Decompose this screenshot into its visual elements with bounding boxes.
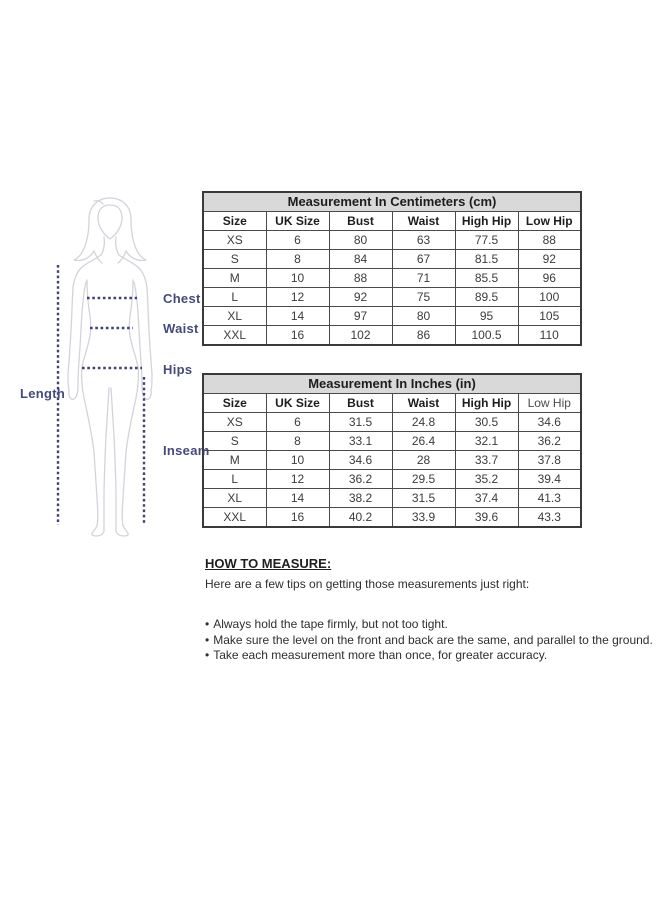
cell: 33.9 (392, 508, 455, 528)
cell: 26.4 (392, 432, 455, 451)
cell: 39.4 (518, 470, 581, 489)
cell: 30.5 (455, 413, 518, 432)
tip-text: Take each measurement more than once, for greater accuracy. (213, 648, 548, 662)
cm-col-low-hip: Low Hip (518, 212, 581, 231)
cell: 32.1 (455, 432, 518, 451)
cell: 100 (518, 288, 581, 307)
cell: 31.5 (392, 489, 455, 508)
cell: XXL (203, 326, 266, 346)
cell: 34.6 (518, 413, 581, 432)
cell: 110 (518, 326, 581, 346)
in-col-bust: Bust (329, 394, 392, 413)
cell: 29.5 (392, 470, 455, 489)
cm-row-m (203, 269, 581, 288)
cell: 36.2 (518, 432, 581, 451)
cell: 67 (392, 250, 455, 269)
cell: 24.8 (392, 413, 455, 432)
cell: M (203, 269, 266, 288)
size-table-inches (202, 373, 582, 528)
cm-col-size: Size (203, 212, 266, 231)
hips-label: Hips (163, 362, 193, 377)
cell: 96 (518, 269, 581, 288)
cell: S (203, 432, 266, 451)
cm-header-row (203, 212, 581, 231)
cell: 88 (329, 269, 392, 288)
cell: 80 (329, 231, 392, 250)
cell: 40.2 (329, 508, 392, 528)
cell: 85.5 (455, 269, 518, 288)
cell: 89.5 (455, 288, 518, 307)
cell: 16 (266, 508, 329, 528)
cm-row-xxl (203, 326, 581, 346)
in-row-xl (203, 489, 581, 508)
cell: 37.4 (455, 489, 518, 508)
cell: XS (203, 231, 266, 250)
cell: 34.6 (329, 451, 392, 470)
cell: 75 (392, 288, 455, 307)
cell: 92 (329, 288, 392, 307)
how-to-measure-tips (205, 617, 657, 664)
cell: L (203, 470, 266, 489)
cell: 71 (392, 269, 455, 288)
cm-col-uk-size: UK Size (266, 212, 329, 231)
how-to-measure-section (205, 556, 657, 664)
cell: 10 (266, 269, 329, 288)
cell: 36.2 (329, 470, 392, 489)
cell: 31.5 (329, 413, 392, 432)
in-col-high-hip: High Hip (455, 394, 518, 413)
cm-title-row (203, 192, 581, 212)
cell: 38.2 (329, 489, 392, 508)
in-row-l (203, 470, 581, 489)
cm-row-s (203, 250, 581, 269)
cm-table-title: Measurement In Centimeters (cm) (203, 192, 581, 212)
cell: 97 (329, 307, 392, 326)
in-row-s (203, 432, 581, 451)
cell: S (203, 250, 266, 269)
cell: 92 (518, 250, 581, 269)
cell: 6 (266, 231, 329, 250)
cell: 8 (266, 432, 329, 451)
waist-label: Waist (163, 321, 199, 336)
cell: 84 (329, 250, 392, 269)
cell: 33.7 (455, 451, 518, 470)
length-label: Length (20, 386, 66, 401)
how-to-measure-heading: HOW TO MEASURE: (205, 556, 332, 571)
cell: 6 (266, 413, 329, 432)
cell: 8 (266, 250, 329, 269)
tip-item (205, 648, 657, 664)
cell: M (203, 451, 266, 470)
bullet-glyph: • (205, 632, 210, 647)
chest-label: Chest (163, 291, 201, 306)
cell: 35.2 (455, 470, 518, 489)
cm-row-xs (203, 231, 581, 250)
cell: XL (203, 307, 266, 326)
cell: L (203, 288, 266, 307)
cell: 80 (392, 307, 455, 326)
cell: 10 (266, 451, 329, 470)
tip-item (205, 633, 657, 649)
inseam-label: Inseam (163, 443, 210, 458)
cell: 95 (455, 307, 518, 326)
tip-text: Always hold the tape firmly, but not too tight. (213, 617, 448, 631)
how-to-measure-intro: Here are a few tips on getting those measurements just right: (205, 577, 530, 591)
cell: XXL (203, 508, 266, 528)
cell: XS (203, 413, 266, 432)
in-header-row (203, 394, 581, 413)
cell: 14 (266, 489, 329, 508)
in-col-waist: Waist (392, 394, 455, 413)
cell: 63 (392, 231, 455, 250)
cell: 39.6 (455, 508, 518, 528)
cell: 102 (329, 326, 392, 346)
cell: 88 (518, 231, 581, 250)
in-col-uk-size: UK Size (266, 394, 329, 413)
in-title-row (203, 374, 581, 394)
cell: 16 (266, 326, 329, 346)
cell: 14 (266, 307, 329, 326)
cell: XL (203, 489, 266, 508)
cm-row-xl (203, 307, 581, 326)
cell: 33.1 (329, 432, 392, 451)
in-row-xs (203, 413, 581, 432)
cm-col-high-hip: High Hip (455, 212, 518, 231)
in-row-xxl (203, 508, 581, 528)
cell: 100.5 (455, 326, 518, 346)
size-table-cm (202, 191, 582, 346)
in-table-title: Measurement In Inches (in) (203, 374, 581, 394)
cell: 43.3 (518, 508, 581, 528)
in-col-low-hip: Low Hip (518, 394, 581, 413)
tip-item (205, 617, 657, 633)
cell: 81.5 (455, 250, 518, 269)
cell: 28 (392, 451, 455, 470)
cell: 41.3 (518, 489, 581, 508)
cell: 12 (266, 470, 329, 489)
cell: 77.5 (455, 231, 518, 250)
cm-col-waist: Waist (392, 212, 455, 231)
cell: 105 (518, 307, 581, 326)
cell: 86 (392, 326, 455, 346)
in-col-size: Size (203, 394, 266, 413)
tip-text: Make sure the level on the front and back are the same, and parallel to the ground. (213, 632, 653, 647)
cm-col-bust: Bust (329, 212, 392, 231)
in-row-m (203, 451, 581, 470)
cm-row-l (203, 288, 581, 307)
cell: 37.8 (518, 451, 581, 470)
bullet-glyph: • (205, 617, 210, 631)
cell: 12 (266, 288, 329, 307)
bullet-glyph: • (205, 648, 210, 662)
